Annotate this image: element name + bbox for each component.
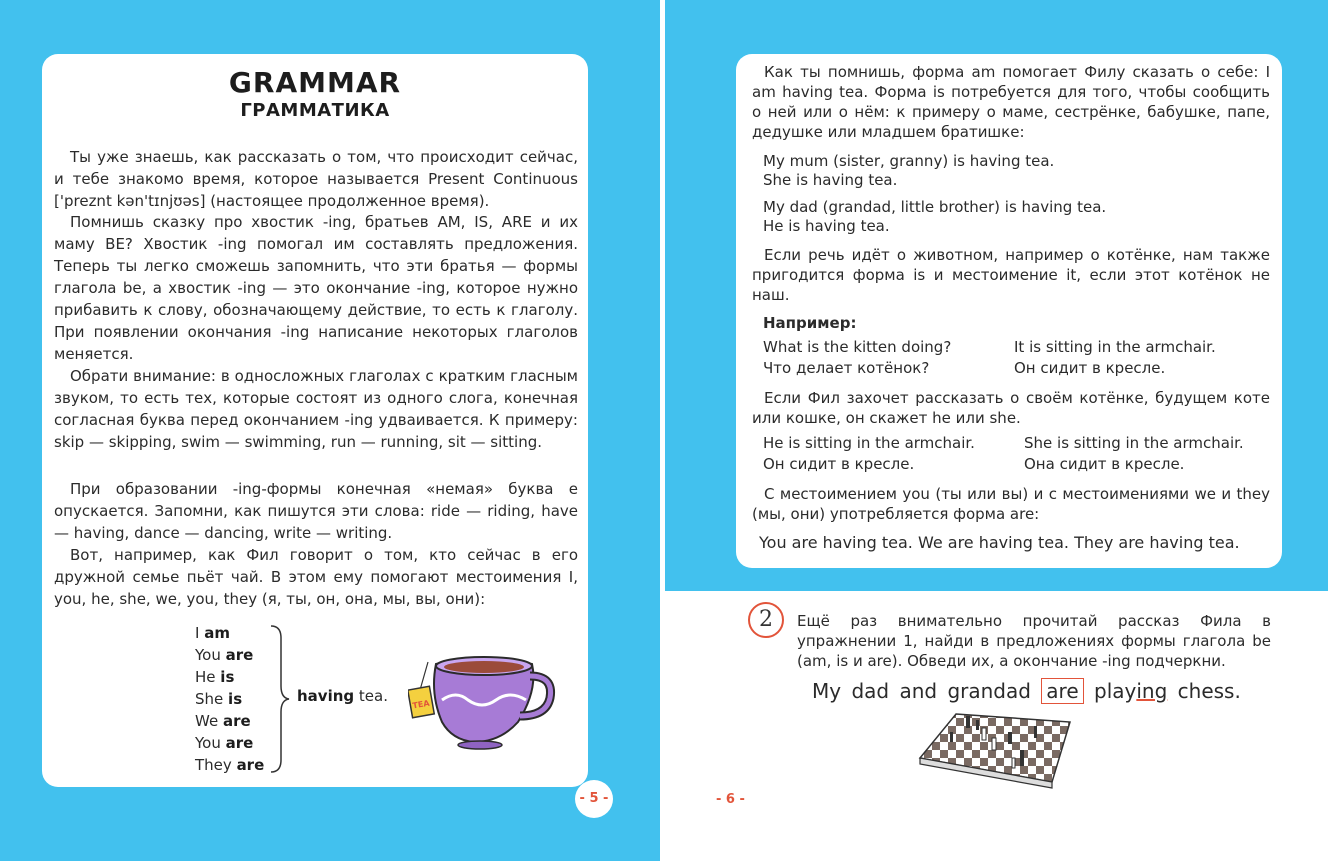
having-tea-phrase: having tea. <box>297 687 388 705</box>
conjugation-row: He is <box>195 668 235 686</box>
explanation-paragraph-3: Если Фил захочет рассказать о своём котёнке, будущем коте или кошке, он скажет he или she. <box>752 389 1270 427</box>
example-block-she: My mum (sister, granny) is having tea. She is having tea. <box>763 152 1055 189</box>
kitten-question: What is the kitten doing? Что делает котёнок? <box>763 338 952 377</box>
exercise-sentence: My dad and grandad are playing chess. <box>812 679 1241 703</box>
conjugation-row: I am <box>195 624 230 642</box>
grammar-card-continued <box>736 54 1282 568</box>
exercise-instructions: Ещё раз внимательно прочитай рассказ Фила в упражнении 1, найди в предложениях формы глагола be (am, is и are). Обведи их, а окончание -ing подчеркни. <box>797 612 1271 670</box>
page-number-5: - 5 - <box>575 780 613 818</box>
for-example-label: Например: <box>763 314 857 332</box>
conjugation-row: You are <box>195 734 254 752</box>
page-number-6: - 6 - <box>716 792 745 807</box>
conjugation-table <box>195 622 264 776</box>
he-example: He is sitting in the armchair. Он сидит в кресле. <box>763 434 975 473</box>
exercise-number-badge: 2 <box>748 602 784 638</box>
conjugation-row: They are <box>195 756 265 774</box>
grammar-paragraph-2: Помнишь сказку про хвостик -ing, братьев AM, IS, ARE и их маму BE? Хвостик -ing помогал им составлять предложения. Теперь ты легко сможешь запомнить, что эти братья — формы глагола be, а хвостик -ing — это окончание -ing, которое нужно прибавить к слову, обозначающему действие, то есть к глаголу. При появлении окончания -ing написание некоторых глаголов меняется. <box>54 213 578 363</box>
grammar-paragraph-3: Обрати внимание: в односложных глаголах с кратким гласным звуком, то есть тех, которые состоят из одного слога, конечная согласная буква перед окончанием -ing удваивается. К примеру: skip — skipping, swim — swimming, run — running, sit — sitting. <box>54 367 578 451</box>
grammar-card <box>42 54 588 787</box>
page-subtitle: ГРАММАТИКА <box>240 100 390 121</box>
circled-verb: are <box>1041 678 1083 704</box>
grammar-paragraph-4: При образовании -ing-формы конечная «немая» буква e опускается. Запомни, как пишутся эти слова: ride — riding, have — having, dance — dancing, write — writing. <box>54 480 578 542</box>
conjugation-row: You are <box>195 646 254 664</box>
explanation-paragraph-2: Если речь идёт о животном, например о котёнке, нам также пригодится форма is и местоимение it, если этот котёнок не наш. <box>752 246 1270 304</box>
page-title: GRAMMAR <box>228 66 402 99</box>
conjugation-row: She is <box>195 690 243 708</box>
conjugation-row: We are <box>195 712 251 730</box>
chessboard-illustration-icon <box>916 710 1076 794</box>
explanation-paragraph-1: Как ты помнишь, форма am помогает Филу сказать о себе: I am having tea. Форма is потребуется для того, чтобы сообщить о ней или о нём: к примеру о маме, сестрёнке, бабушке, папе, дедушке или младшем братишке: <box>752 63 1270 141</box>
tea-tag-label: TEA <box>411 698 431 711</box>
teacup-illustration-icon <box>408 650 558 750</box>
she-example: She is sitting in the armchair. Она сидит в кресле. <box>1024 434 1244 473</box>
example-block-he: My dad (grandad, little brother) is having tea. He is having tea. <box>763 198 1107 235</box>
grammar-paragraph-1: Ты уже знаешь, как рассказать о том, что происходит сейчас, и тебе знакомо время, которое называется Present Continuous ['preznt kən'tɪnjʊəs] (настоящее продолженное время). <box>54 148 578 210</box>
grammar-paragraph-5: Вот, например, как Фил говорит о том, кто сейчас в его дружной семье пьёт чай. В этом ему помогают местоимения I, you, he, she, we, you, they (я, ты, он, она, мы, вы, они): <box>54 546 578 608</box>
explanation-paragraph-4: С местоимением you (ты или вы) и с местоимениями we и they (мы, они) употребляется форма are: <box>752 485 1270 523</box>
underlined-ending: ing <box>1136 679 1168 703</box>
curly-brace-icon <box>267 624 291 774</box>
plural-example: You are having tea. We are having tea. They are having tea. <box>759 533 1240 552</box>
kitten-answer: It is sitting in the armchair. Он сидит в кресле. <box>1014 338 1216 377</box>
